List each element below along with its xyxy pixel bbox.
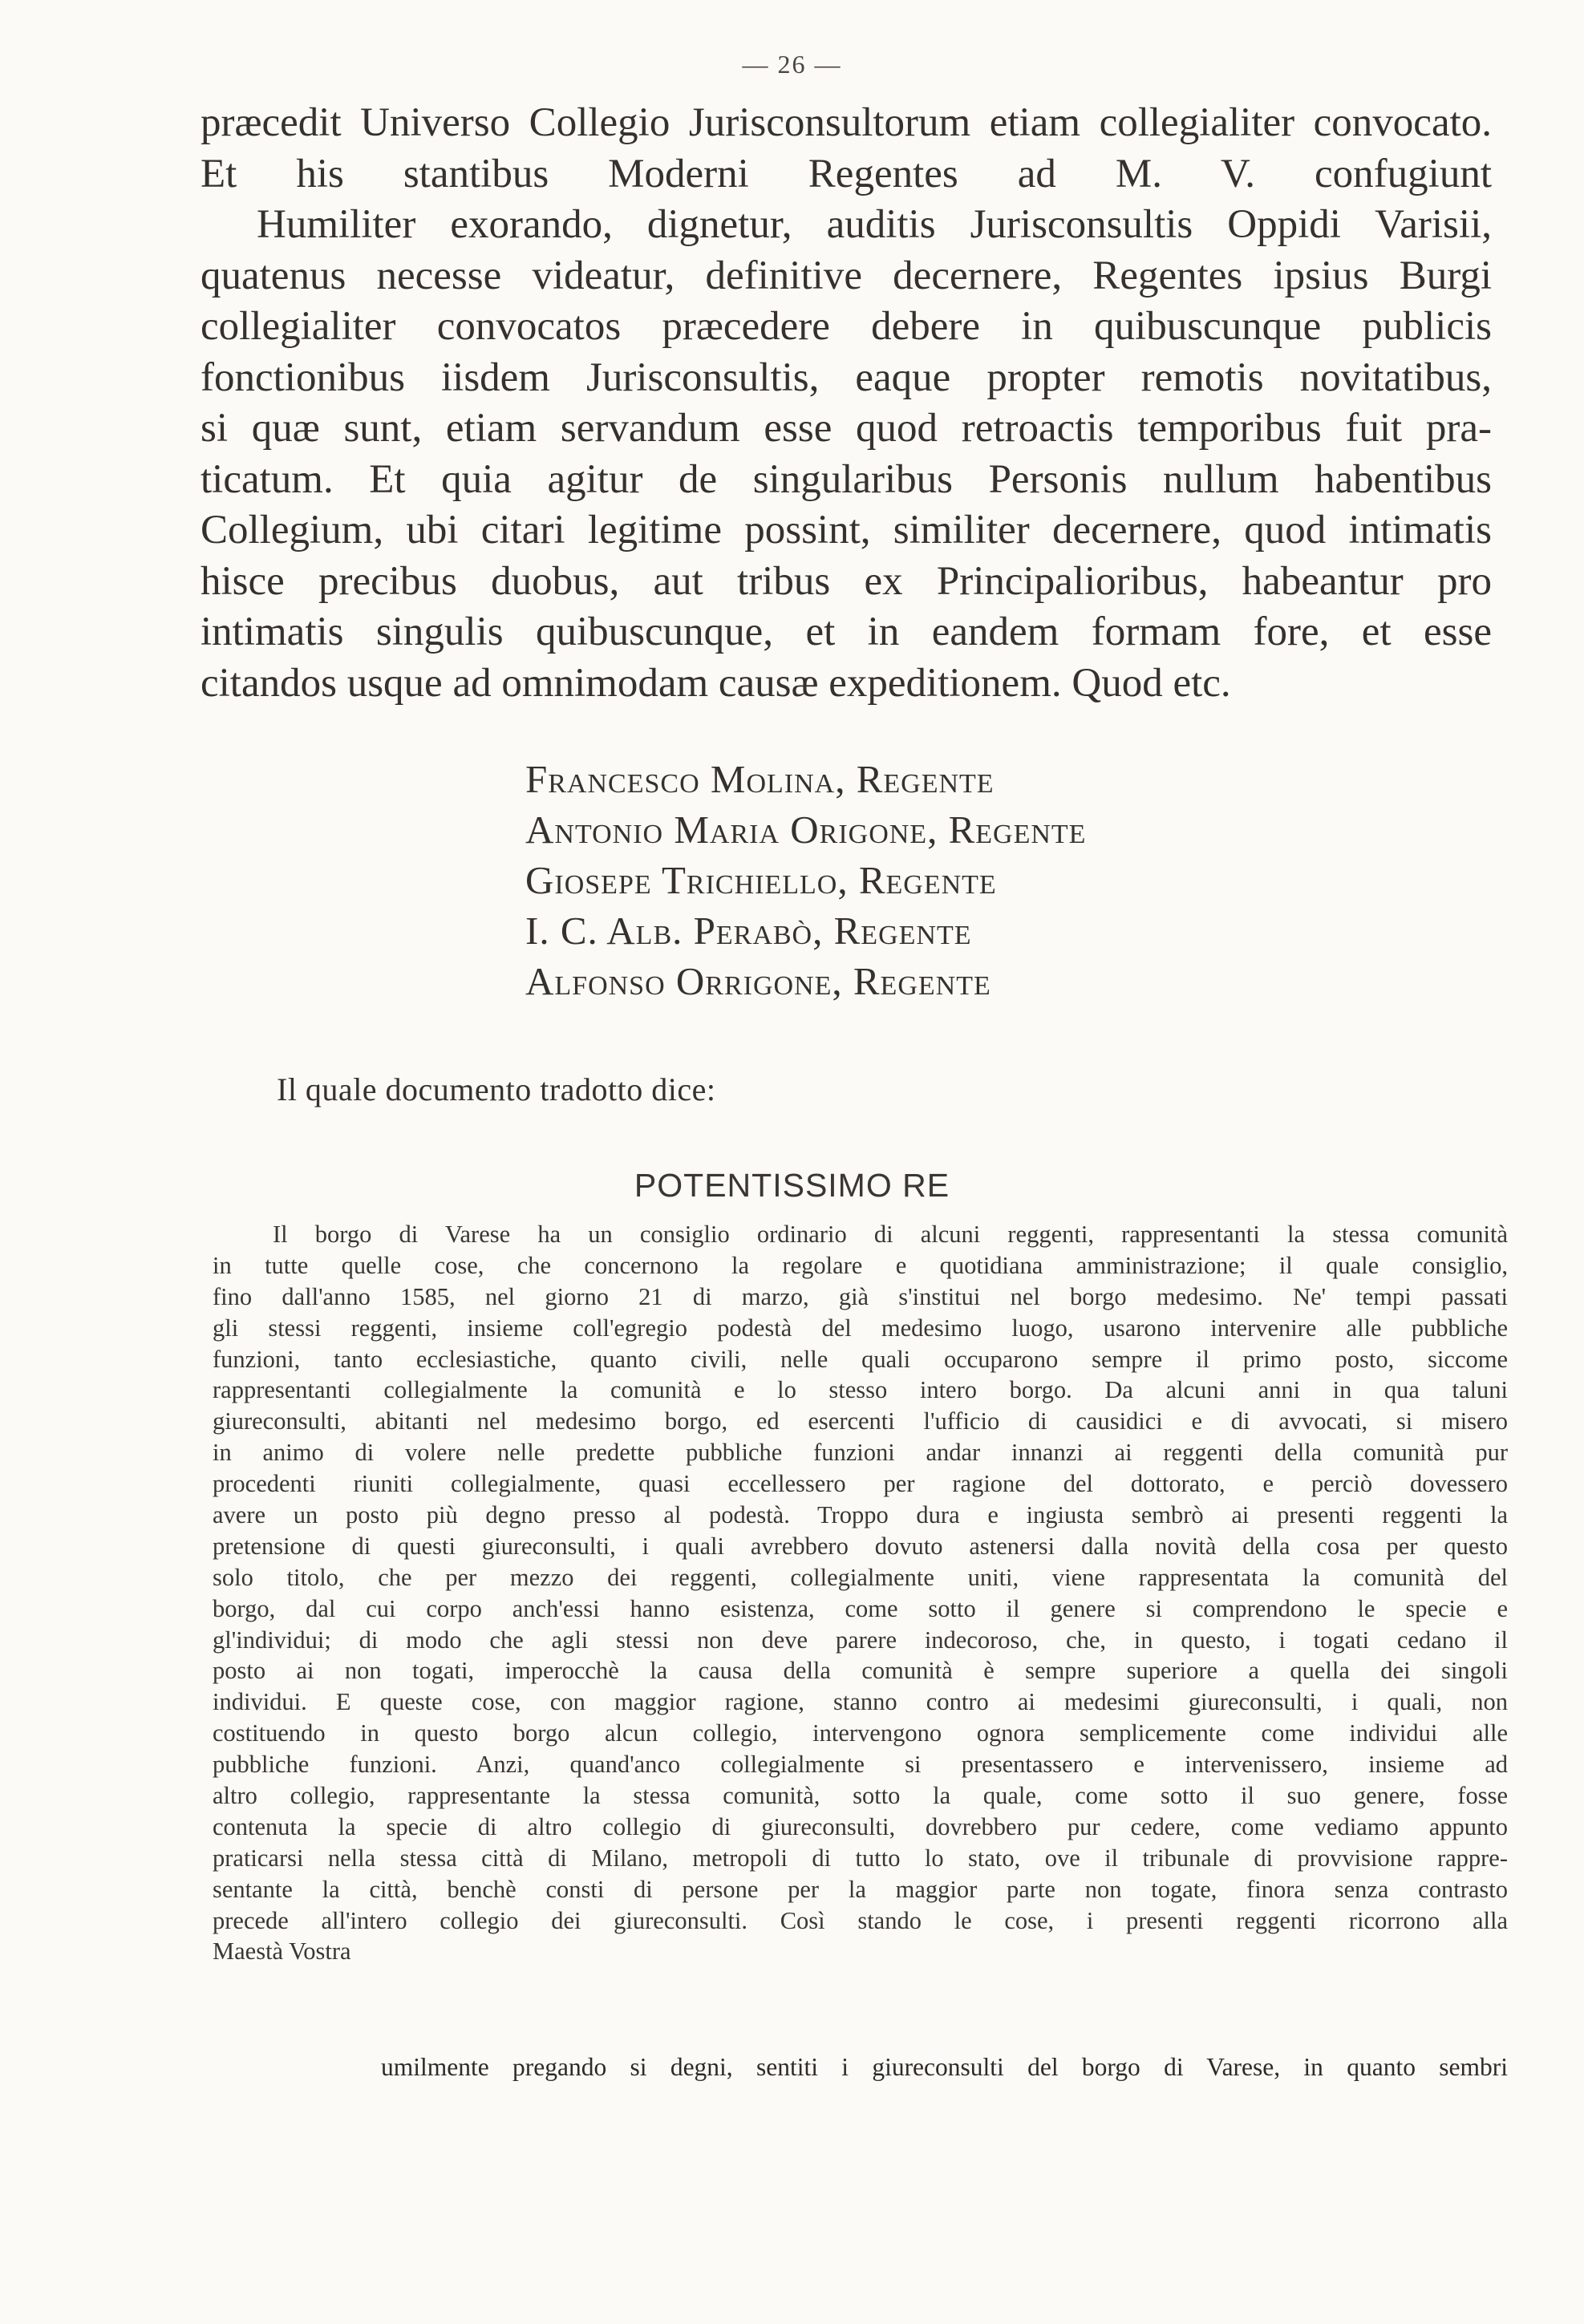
text-line: Humiliter exorando, dignetur, auditis Jurisconsultis Oppidi Varisii,: [257, 202, 1492, 247]
text-line: sentante la città, benchè consti di persone per la maggior parte non togate, finora senza contrasto: [213, 1875, 1508, 1903]
text-line: citandos usque ad omnimodam causæ expeditionem. Quod etc.: [201, 660, 1231, 706]
text-line: collegialiter convocatos præcedere debere in quibuscunque publicis: [201, 304, 1492, 349]
signatory: Alfonso Orrigone, Regente: [525, 959, 991, 1003]
text-line: Maestà Vostra: [213, 1937, 351, 1966]
text-line: praticarsi nella stessa città di Milano, metropoli di tutto lo stato, ove il tribunale di provvisione rappre-: [213, 1844, 1508, 1872]
text-line: ticatum. Et quia agitur de singularibus Personis nullum habentibus: [201, 456, 1492, 502]
text-line: borgo, dal cui corpo anch'essi hanno esistenza, come sotto il genere si comprendono le specie e: [213, 1594, 1508, 1622]
signatory: I. C. Alb. Perabò, Regente: [525, 909, 972, 953]
text-line: hisce precibus duobus, aut tribus ex Principalioribus, habeantur pro: [201, 558, 1492, 604]
signatory: Francesco Molina, Regente: [525, 757, 995, 801]
signatory: Giosepe Trichiello, Regente: [525, 858, 997, 902]
translation-intro: Il quale documento tradotto dice:: [277, 1071, 716, 1107]
text-line: rappresentanti collegialmente la comunità e lo stesso intero borgo. Da alcuni anni in qua taluni: [213, 1376, 1508, 1404]
text-line: si quæ sunt, etiam servandum esse quod retroactis temporibus fuit pra-: [201, 406, 1492, 451]
text-line: giureconsulti, abitanti nel medesimo borgo, ed esercenti l'ufficio di causidici e di avvocati, si misero: [213, 1407, 1508, 1435]
text-line: intimatis singulis quibuscunque, et in eandem formam fore, et esse: [201, 609, 1492, 654]
text-line: gli stessi reggenti, insieme coll'egregio podestà del medesimo luogo, usarono intervenire alle pubbliche: [213, 1314, 1508, 1342]
latin-petition-text: [201, 98, 1492, 709]
text-line: precede all'intero collegio dei giureconsulti. Così stando le cose, i presenti reggenti ricorrono alla: [213, 1906, 1508, 1934]
text-line: in tutte quelle cose, che concernono la regolare e quotidiana amministrazione; il quale consiglio,: [213, 1251, 1508, 1279]
page-number: — 26 —: [742, 50, 842, 79]
text-line: individui. E queste cose, con maggior ragione, stanno contro ai medesimi giureconsulti, i quali, non: [213, 1688, 1508, 1716]
text-line: quatenus necesse videatur, definitive decernere, Regentes ipsius Burgi: [201, 253, 1492, 298]
text-line: fino dall'anno 1585, nel giorno 21 di marzo, già s'institui nel borgo medesimo. Ne' tempi passati: [213, 1282, 1508, 1310]
text-line: præcedit Universo Collegio Jurisconsultorum etiam collegialiter convocato.: [201, 100, 1492, 145]
text-line: in animo di volere nelle predette pubbliche funzioni andar innanzi ai reggenti della comunità pur: [213, 1439, 1508, 1467]
text-line: procedenti riuniti collegialmente, quasi eccellessero per ragione del dottorato, e perciò dovessero: [213, 1470, 1508, 1498]
text-line: solo titolo, che per mezzo dei reggenti, collegialmente uniti, viene rappresentata la comunità del: [213, 1563, 1508, 1591]
signatories-list: [525, 754, 1086, 1006]
text-line: gl'individui; di modo che agli stessi non deve parere indecoroso, che, in questo, i togati cedano il: [213, 1626, 1508, 1654]
italian-translation-text: [213, 1219, 1508, 1967]
text-line: altro collegio, rappresentante la stessa comunità, sotto la quale, come sotto il suo genere, fosse: [213, 1782, 1508, 1810]
signatory: Antonio Maria Origone, Regente: [525, 808, 1087, 852]
section-heading: POTENTISSIMO RE: [634, 1167, 950, 1204]
text-line: posto ai non togati, imperocchè la causa della comunità è sempre superiore a quella dei singoli: [213, 1657, 1508, 1685]
text-line: Collegium, ubi citari legitime possint, similiter decernere, quod intimatis: [201, 508, 1492, 553]
text-line: pubbliche funzioni. Anzi, quand'anco collegialmente si presentassero e intervenissero, insieme ad: [213, 1751, 1508, 1779]
text-line: Il borgo di Varese ha un consiglio ordinario di alcuni reggenti, rappresentanti la stessa comunità: [273, 1221, 1508, 1248]
text-line: costituendo in questo borgo alcun collegio, intervengono ognora semplicemente come individui alle: [213, 1719, 1508, 1747]
continuation-line: umilmente pregando si degni, sentiti i giureconsulti del borgo di Varese, in quanto sembri: [381, 2053, 1508, 2081]
text-line: Et his stantibus Moderni Regentes ad M. V. confugiunt: [201, 151, 1492, 196]
text-line: pretensione di questi giureconsulti, i quali avrebbero dovuto astenersi dalla novità della cosa per questo: [213, 1532, 1508, 1560]
text-line: funzioni, tanto ecclesiastiche, quanto civili, nelle quali occuparono sempre il primo posto, siccome: [213, 1345, 1508, 1373]
text-line: contenuta la specie di altro collegio di giureconsulti, dovrebbero pur cedere, come vediamo appunto: [213, 1812, 1508, 1840]
text-line: avere un posto più degno presso al podestà. Troppo dura e ingiusta sembrò ai presenti reggenti la: [213, 1501, 1508, 1529]
text-line: fonctionibus iisdem Jurisconsultis, eaque propter remotis novitatibus,: [201, 354, 1492, 400]
